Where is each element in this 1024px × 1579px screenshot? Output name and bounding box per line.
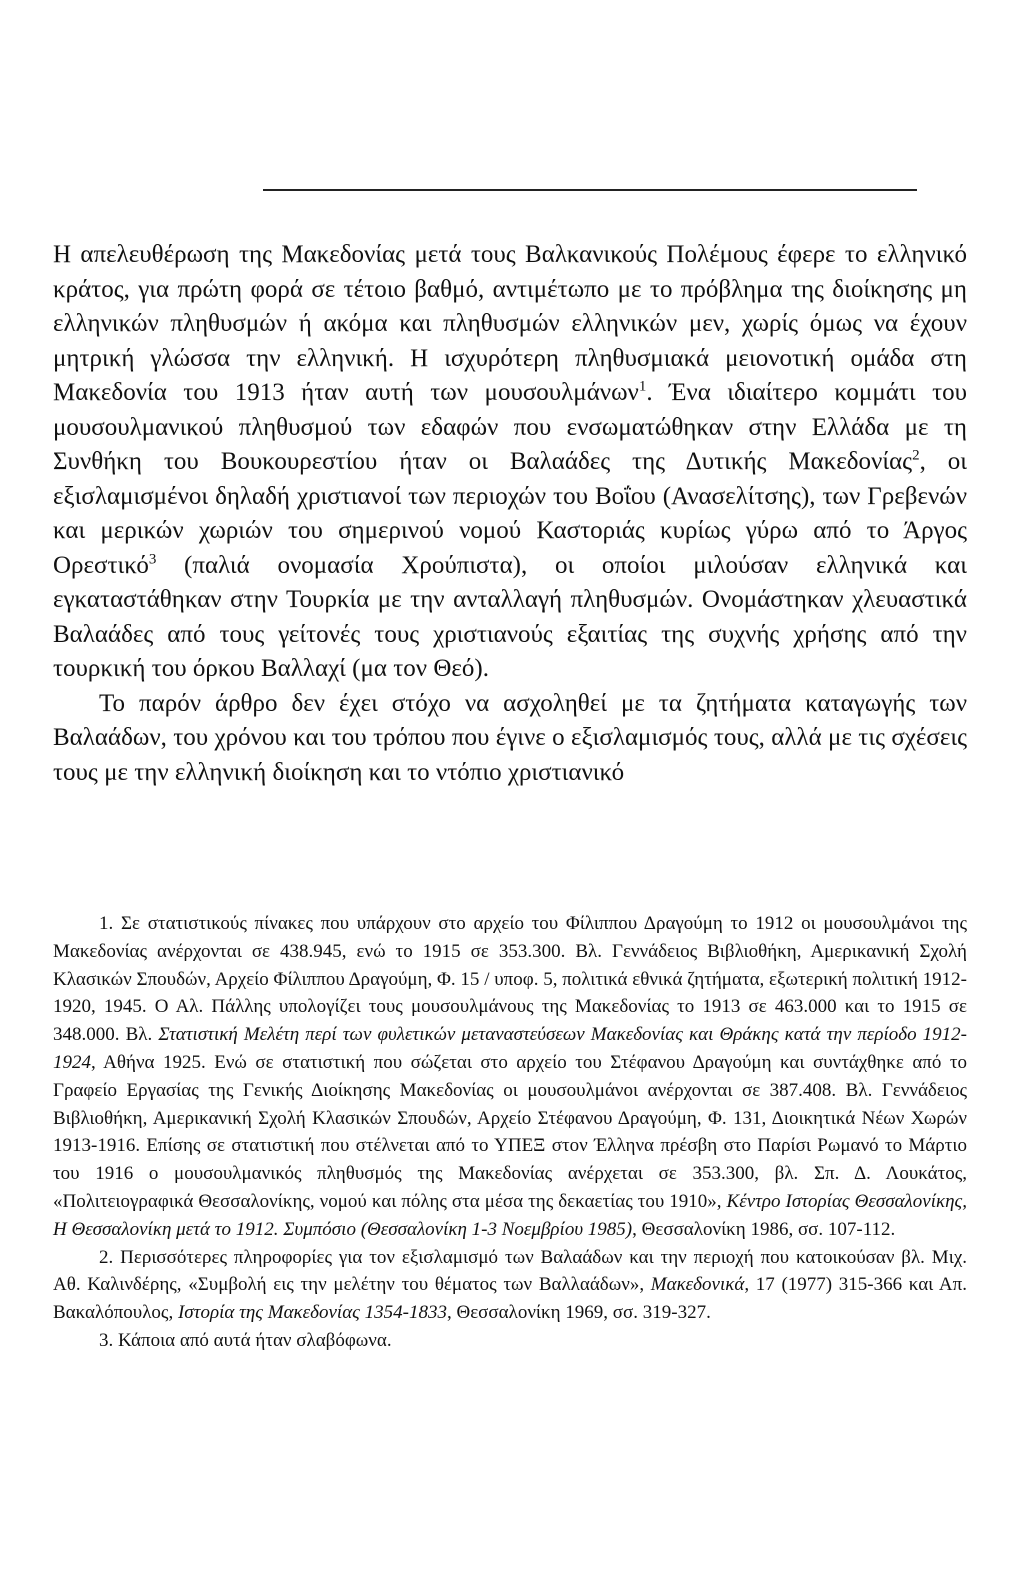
footnote-1-part-a: 1. Σε στατιστικούς πίνακες που υπάρχουν στο αρχείο του Φίλιππου Δραγούμη το 1912 οι μουσουλμάνοι της Μακεδονίας ανέρχονται σε 438.945, ενώ το 1915 σε 353.300. Βλ. Γεννάδειος Βιβλιοθήκη, Αμερικανική Σχολή Κλασικών Σπουδών, Αρχείο Φίλιππου Δραγούμη, Φ. 15 / υποφ. 5, πολιτικά εθνικά ζητήματα, εξωτερική πολιτική 1912-1920, 1945. Ο Αλ. Πάλλης υπολογίζει τους μουσουλμάνους της Μακεδονίας το 1913 σε 463.000 και το 1915 σε 348.000. Βλ.	[53, 913, 967, 1046]
footnote-1-part-e: , Θεσσαλονίκη 1986, σσ. 107-112.	[632, 1218, 896, 1240]
footnote-2-book-title: Ιστορία της Μακεδονίας 1354-1833	[177, 1302, 447, 1324]
footnote-1-symposium-title: Κέντρο Ιστορίας Θεσσαλονίκης, Η Θεσσαλονίκη μετά το 1912. Συμπόσιο (Θεσσαλονίκη 1-3 Νοεμβρίου 1985)	[53, 1190, 967, 1240]
footnote-ref-2: 2	[912, 447, 920, 464]
footnote-1-title: Στατιστική Μελέτη περί των φυλετικών μεταναστεύσεων Μακεδονίας και Θράκης κατά την περίοδο 1912-1924	[53, 1024, 967, 1073]
footnote-ref-1: 1	[638, 378, 647, 395]
footnote-2-part-c: , 17 (1977) 315-366 και Απ. Βακαλόπουλος,	[53, 1274, 967, 1324]
paragraph-2: Το παρόν άρθρο δεν έχει στόχο να ασχοληθεί με τα ζητήματα καταγωγής των Βαλαάδων, του χρόνου και του τρόπου που έγινε ο εξισλαμισμός τους, αλλά με τις σχέσεις τους με την ελληνική διοίκηση και το ντόπιο χριστιανικό	[53, 689, 967, 786]
paragraph-1-part-c: , οι εξισλαμισμένοι δηλαδή χριστιανοί των περιοχών του Βοΐου (Ανασελίτσης), των Γρεβενών και μερικών χωριών του σημερινού νομού Καστοριάς κυρίως γύρω από το Άργος Ορεστικό	[53, 448, 967, 579]
footnotes	[53, 910, 967, 1355]
footnote-2-part-a: 2. Περισσότερες πληροφορίες για τον εξισλαμισμό των Βαλαάδων και την περιοχή που κατοικούσαν βλ. Μιχ. Αθ. Καλινδέρης, «Συμβολή εις την μελέτην του θέματος των Βαλλαάδων»,	[53, 1246, 967, 1296]
footnote-separator-rule	[263, 189, 917, 191]
paragraph-1-part-b: . Ένα ιδιαίτερο κομμάτι του μουσουλμανικού πληθυσμού των εδαφών που ενσωματώθηκαν στην Ελλάδα με τη Συνθήκη του Βουκουρεστίου ήταν οι Βαλαάδες της Δυτικής Μακεδονίας	[53, 379, 967, 475]
footnote-3: 3. Κάποια από αυτά ήταν σλαβόφωνα.	[99, 1329, 392, 1351]
footnote-2-journal-title: Μακεδονικά	[650, 1274, 745, 1296]
footnote-1	[53, 910, 967, 1244]
paragraph-1	[53, 238, 967, 687]
paragraph-1-part-a: Η απελευθέρωση της Μακεδονίας μετά τους Βαλκανικούς Πολέμους έφερε το ελληνικό κράτος, για πρώτη φορά σε τέτοιο βαθμό, αντιμέτωπο με το πρόβλημα της διοίκησης μη ελληνικών πληθυσμών ή ακόμα και πληθυσμών ελληνικών μεν, χωρίς όμως να έχουν μητρική γλώσσα την ελληνική. Η ισχυρότερη πληθυσμιακά μειονοτική ομάδα στη Μακεδονία του 1913 ήταν αυτή των μουσουλμάνων	[53, 241, 967, 406]
footnote-2-part-e: , Θεσσαλονίκη 1969, σσ. 319-327.	[446, 1302, 711, 1324]
footnote-ref-3: 3	[148, 551, 157, 568]
paragraph-1-part-d: (παλιά ονομασία Χρούπιστα), οι οποίοι μιλούσαν ελληνικά και εγκαταστάθηκαν στην Τουρκία με την ανταλλαγή πληθυσμών. Ονομάστηκαν χλευαστικά Βαλαάδες από τους γείτονές τους χριστιανούς εξαιτίας της συχνής χρήσης από την τουρκική του όρκου Βαλλαχί (μα τον Θεό).	[53, 551, 967, 682]
footnote-2	[53, 1244, 967, 1327]
main-text	[53, 238, 967, 790]
footnote-1-part-c: , Αθήνα 1925. Ενώ σε στατιστική που σώζεται στο αρχείο του Στέφανου Δραγούμη και συντάχθηκε από το Γραφείο Εργασίας της Γενικής Διοίκησης Μακεδονίας οι μουσουλμάνοι ανέρχονται σε 387.408. Βλ. Γεννάδειος Βιβλιοθήκη, Αμερικανική Σχολή Κλασικών Σπουδών, Αρχείο Στέφανου Δραγούμη, Φ. 131, Διοικητικά Νέων Χωρών 1913-1916. Επίσης σε στατιστική που στέλνεται από το ΥΠΕΞ στον Έλληνα πρέσβη στο Παρίσι Ρωμανό το Μάρτιο του 1916 ο μουσουλμανικός πληθυσμός της Μακεδονίας ανέρχεται σε 353.300, βλ. Σπ. Δ. Λουκάτος, «Πολιτειογραφικά Θεσσαλονίκης, νομού και πόλης στα μέσα της δεκαετίας του 1910»,	[53, 1051, 967, 1212]
